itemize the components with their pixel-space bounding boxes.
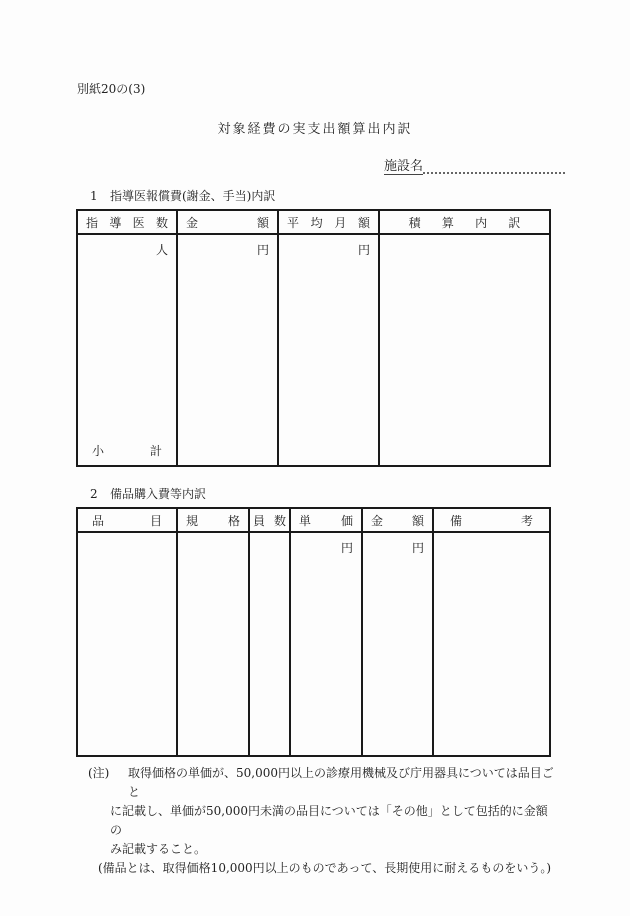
section1-number: 1 [90, 189, 98, 203]
section1-heading [90, 187, 275, 204]
equipment-purchase-table [76, 507, 551, 757]
note-tag: (注) [88, 766, 110, 780]
breakdown-cell[interactable] [379, 234, 550, 466]
table-header-row [77, 508, 550, 532]
amount-cell[interactable] [362, 532, 433, 756]
table-header-row [77, 210, 550, 234]
facility-name-field[interactable] [384, 155, 565, 175]
unit-yen: 円 [411, 541, 424, 555]
header-breakdown: 積 算 内 訳 [379, 210, 550, 234]
header-unit-price: 単 価 [290, 508, 362, 532]
section1-title: 指導医報償費(謝金、手当)内訳 [110, 189, 276, 203]
unit-yen: 円 [256, 243, 269, 257]
header-item: 品 目 [77, 508, 177, 532]
unit-persons: 人 [155, 243, 168, 257]
table-row [77, 532, 550, 756]
note-text: 取得価格の単価が、50,000円以上の診療用機械及び庁用器具については品目ごと [128, 766, 554, 799]
header-remarks: 備 考 [433, 508, 550, 532]
unit-yen: 円 [340, 541, 353, 555]
notes [88, 764, 558, 878]
facility-name-input-line[interactable] [423, 158, 565, 174]
quantity-cell[interactable] [249, 532, 290, 756]
section2-number: 2 [90, 487, 98, 501]
remarks-cell[interactable] [433, 532, 550, 756]
facility-name-label: 施設名 [384, 155, 423, 175]
subtotal-label: 小 計 [92, 444, 162, 458]
section2-title: 備品購入費等内訳 [110, 487, 207, 501]
note-line: み記載すること。 [110, 842, 207, 856]
unit-price-cell[interactable] [290, 532, 362, 756]
note-definition: (備品とは、取得価格10,000円以上のものであって、長期使用に耐えるものをいう。) [98, 861, 551, 875]
unit-yen: 円 [357, 243, 370, 257]
amount-cell[interactable] [177, 234, 278, 466]
item-cell[interactable] [77, 532, 177, 756]
header-spec: 規 格 [177, 508, 249, 532]
instructor-fee-table [76, 209, 551, 467]
header-amount: 金 額 [177, 210, 278, 234]
spec-cell[interactable] [177, 532, 249, 756]
header-quantity: 員 数 [249, 508, 290, 532]
document-title: 対象経費の実支出額算出内訳 [217, 122, 413, 137]
instructor-count-cell[interactable] [77, 234, 177, 466]
header-amount: 金 額 [362, 508, 433, 532]
document-id: 別紙20の(3) [77, 82, 146, 96]
header-monthly-average: 平 均 月 額 [278, 210, 379, 234]
note-line: に記載し、単価が50,000円未満の品目については「その他」として包括的に金額の [110, 804, 548, 837]
note-line [88, 764, 558, 802]
header-instructor-count: 指 導 医 数 [77, 210, 177, 234]
monthly-average-cell[interactable] [278, 234, 379, 466]
table-row [77, 234, 550, 466]
section2-heading [90, 485, 206, 502]
